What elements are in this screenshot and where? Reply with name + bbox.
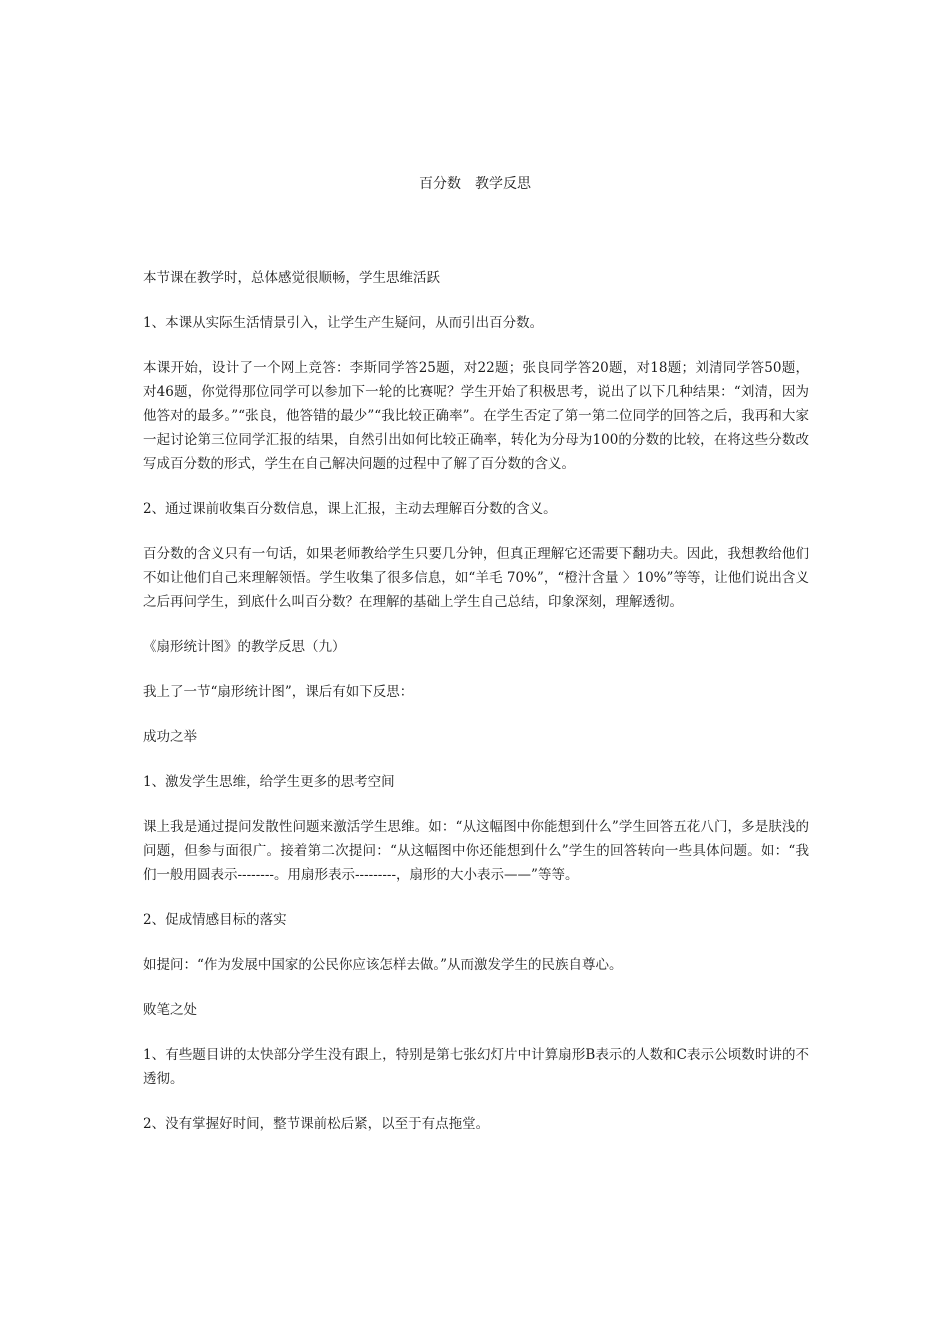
paragraph-reflection-intro: 我上了一节“扇形统计图”，课后有如下反思：: [143, 684, 414, 700]
subheading-successes: 成功之举: [143, 729, 197, 745]
paragraph-success-2-detail: 如提问：“作为发展中国家的公民你应该怎样去做。”从而激发学生的民族自尊心。: [143, 957, 623, 973]
paragraph-success-2: 2、促成情感目标的落实: [143, 912, 287, 928]
paragraph-point-2-detail: 百分数的含义只有一句话，如果老师教给学生只要几分钟，但真正理解它还需要下翻功夫。因此，我想教给他们不如让他们自己来理解领悟。学生收集了很多信息，如“羊毛 70%”，“橙汁含量 〉10%”等等，让他们说出含义之后再问学生，到底什么叫百分数？在理解的基础上学生自己总结，印象深刻，理解透彻。: [143, 546, 809, 610]
paragraph-intro: 本节课在教学时，总体感觉很顺畅，学生思维活跃: [143, 270, 440, 286]
document-body: [143, 266, 809, 1157]
paragraph-point-1: 1、本课从实际生活情景引入，让学生产生疑问，从而引出百分数。: [143, 315, 544, 331]
paragraph-point-2: 2、通过课前收集百分数信息，课上汇报，主动去理解百分数的含义。: [143, 501, 557, 517]
paragraph-success-1: 1、激发学生思维，给学生更多的思考空间: [143, 774, 395, 790]
paragraph-weakness-2: 2、没有掌握好时间，整节课前松后紧，以至于有点拖堂。: [143, 1116, 490, 1132]
paragraph-point-1-detail: 本课开始，设计了一个网上竞答：李斯同学答25题，对22题；张良同学答20题，对18题；刘清同学答50题，对46题，你觉得那位同学可以参加下一轮的比赛呢？学生开始了积极思考，说出了以下几种结果：“刘清，因为他答对的最多。”“张良，他答错的最少”“我比较正确率”。在学生否定了第一第二位同学的回答之后，我再和大家一起讨论第三位同学汇报的结果，自然引出如何比较正确率，转化为分母为100的分数的比较，在将这些分数改写成百分数的形式，学生在自己解决问题的过程中了解了百分数的含义。: [143, 360, 809, 472]
paragraph-success-1-detail: 课上我是通过提问发散性问题来激活学生思维。如：“从这幅图中你能想到什么”学生回答五花八门，多是肤浅的问题，但参与面很广。接着第二次提问：“从这幅图中你还能想到什么”学生的回答转向一些具体问题。如：“我们一般用圆表示--------。用扇形表示---------，扇形的大小表示——”等等。: [143, 819, 809, 883]
document-title: 百分数 教学反思: [419, 176, 531, 192]
paragraph-weakness-1: 1、有些题目讲的太快部分学生没有跟上，特别是第七张幻灯片中计算扇形B表示的人数和C表示公顷数时讲的不透彻。: [143, 1047, 809, 1087]
section-heading-pie-chart: 《扇形统计图》的教学反思（九）: [143, 639, 346, 655]
subheading-weaknesses: 败笔之处: [143, 1002, 197, 1018]
